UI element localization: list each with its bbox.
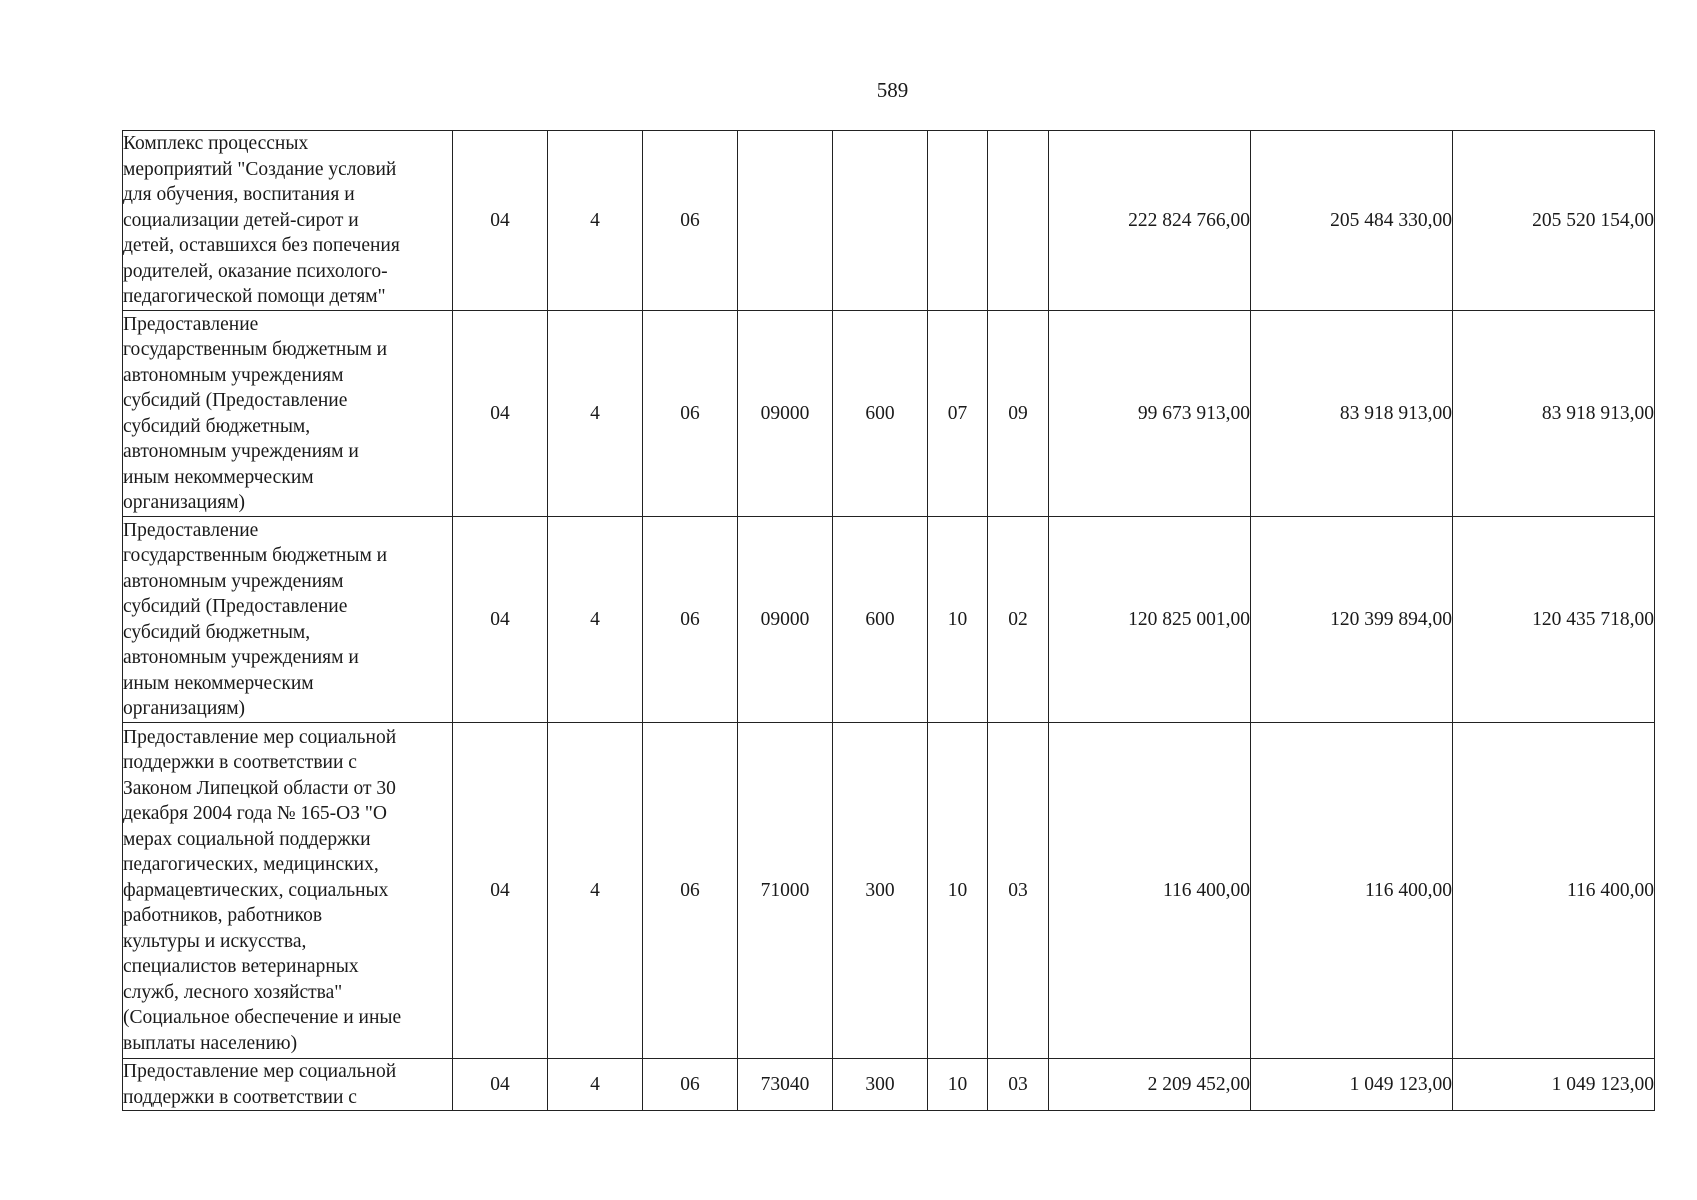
code-cell: 03 (988, 1059, 1049, 1111)
row-name-line: детей, оставшихся без попечения (123, 235, 400, 257)
row-name-line: государственным бюджетным и (123, 545, 388, 566)
code-cell: 73040 (738, 1059, 833, 1111)
row-name-line: декабря 2004 года № 165-ОЗ "О (123, 803, 387, 825)
code-cell: 600 (833, 517, 928, 723)
amount-cell: 222 824 766,00 (1049, 131, 1251, 311)
row-name-line: субсидий (Предоставление (123, 596, 348, 617)
code-cell: 04 (453, 723, 548, 1059)
row-name-line: социализации детей-сирот и (123, 209, 359, 231)
code-cell (988, 131, 1049, 311)
amount-cell: 120 435 718,00 (1453, 517, 1655, 723)
row-name-line: субсидий бюджетным, (123, 415, 311, 437)
code-cell: 300 (833, 1059, 928, 1111)
amount-cell: 1 049 123,00 (1453, 1059, 1655, 1111)
row-name-cell (123, 723, 453, 1059)
amount-cell: 1 049 123,00 (1251, 1059, 1453, 1111)
row-name-cell (123, 1059, 453, 1111)
row-name-line: Законом Липецкой области от 30 (123, 777, 396, 799)
code-cell: 04 (453, 131, 548, 311)
code-cell (738, 131, 833, 311)
row-name-cell (123, 517, 453, 723)
row-name-line: субсидий бюджетным, (123, 621, 311, 643)
amount-cell: 205 484 330,00 (1251, 131, 1453, 311)
code-cell: 03 (988, 723, 1049, 1059)
row-name-line: Предоставление мер социальной (123, 726, 397, 748)
code-cell: 04 (453, 1059, 548, 1111)
page-number: 589 (876, 78, 909, 102)
amount-cell: 99 673 913,00 (1049, 311, 1251, 517)
table-row (123, 723, 1655, 1059)
code-cell: 4 (548, 311, 643, 517)
amount-cell: 116 400,00 (1453, 723, 1655, 1059)
code-cell: 06 (643, 517, 738, 723)
code-cell: 06 (643, 131, 738, 311)
code-cell: 09000 (738, 517, 833, 723)
code-cell: 4 (548, 723, 643, 1059)
table-row (123, 517, 1655, 723)
code-cell: 71000 (738, 723, 833, 1059)
code-cell: 06 (643, 723, 738, 1059)
code-cell: 04 (453, 311, 548, 517)
row-name-line: работников, работников (123, 905, 323, 927)
row-name-line: организациям) (123, 698, 246, 719)
row-name-line: иным некоммерческим (123, 672, 314, 694)
row-name-line: организациям) (123, 492, 246, 513)
amount-cell: 116 400,00 (1251, 723, 1453, 1059)
row-name-line: мерах социальной поддержки (123, 828, 371, 850)
row-name-line: выплаты населению) (123, 1032, 298, 1054)
code-cell: 07 (928, 311, 988, 517)
code-cell: 4 (548, 1059, 643, 1111)
row-name-line: автономным учреждениям (123, 364, 344, 386)
row-name-line: мероприятий "Создание условий (123, 158, 397, 180)
code-cell (928, 131, 988, 311)
amount-cell: 83 918 913,00 (1251, 311, 1453, 517)
row-name-line: педагогических, медицинских, (123, 854, 379, 876)
row-name-line: культуры и искусства, (123, 930, 307, 952)
code-cell: 06 (643, 1059, 738, 1111)
code-cell: 10 (928, 723, 988, 1059)
code-cell: 4 (548, 517, 643, 723)
row-name-line: (Социальное обеспечение и иные (123, 1007, 402, 1029)
code-cell: 10 (928, 1059, 988, 1111)
budget-table (122, 130, 1655, 1111)
code-cell: 300 (833, 723, 928, 1059)
code-cell: 09000 (738, 311, 833, 517)
row-name-line: государственным бюджетным и (123, 339, 388, 360)
row-name-line: иным некоммерческим (123, 466, 314, 488)
code-cell: 10 (928, 517, 988, 723)
amount-cell: 120 825 001,00 (1049, 517, 1251, 723)
row-name-line: служб, лесного хозяйства" (123, 981, 343, 1003)
row-name-line: фармацевтических, социальных (123, 879, 389, 901)
amount-cell: 2 209 452,00 (1049, 1059, 1251, 1111)
code-cell (833, 131, 928, 311)
code-cell: 04 (453, 517, 548, 723)
row-name-line: Предоставление мер социальной (123, 1061, 397, 1082)
code-cell: 06 (643, 311, 738, 517)
row-name-line: поддержки в соответствии с (123, 752, 357, 774)
code-cell: 09 (988, 311, 1049, 517)
row-name-line: для обучения, воспитания и (123, 184, 355, 206)
row-name-line: поддержки в соответствии с (123, 1086, 357, 1108)
table-row (123, 131, 1655, 311)
row-name-line: Предоставление (123, 313, 259, 335)
row-name-line: педагогической помощи детям" (123, 286, 386, 308)
row-name-line: автономным учреждениям и (123, 441, 359, 462)
row-name-line: родителей, оказание психолого- (123, 260, 388, 282)
row-name-line: Предоставление (123, 519, 259, 541)
table-row (123, 1059, 1655, 1111)
amount-cell: 120 399 894,00 (1251, 517, 1453, 723)
amount-cell: 116 400,00 (1049, 723, 1251, 1059)
row-name-line: автономным учреждениям и (123, 647, 359, 668)
row-name-cell (123, 131, 453, 311)
code-cell: 4 (548, 131, 643, 311)
row-name-line: Комплекс процессных (123, 133, 309, 155)
code-cell: 02 (988, 517, 1049, 723)
table-row (123, 311, 1655, 517)
row-name-line: субсидий (Предоставление (123, 390, 348, 411)
row-name-line: автономным учреждениям (123, 570, 344, 592)
row-name-line: специалистов ветеринарных (123, 956, 359, 978)
row-name-cell (123, 311, 453, 517)
amount-cell: 205 520 154,00 (1453, 131, 1655, 311)
code-cell: 600 (833, 311, 928, 517)
amount-cell: 83 918 913,00 (1453, 311, 1655, 517)
